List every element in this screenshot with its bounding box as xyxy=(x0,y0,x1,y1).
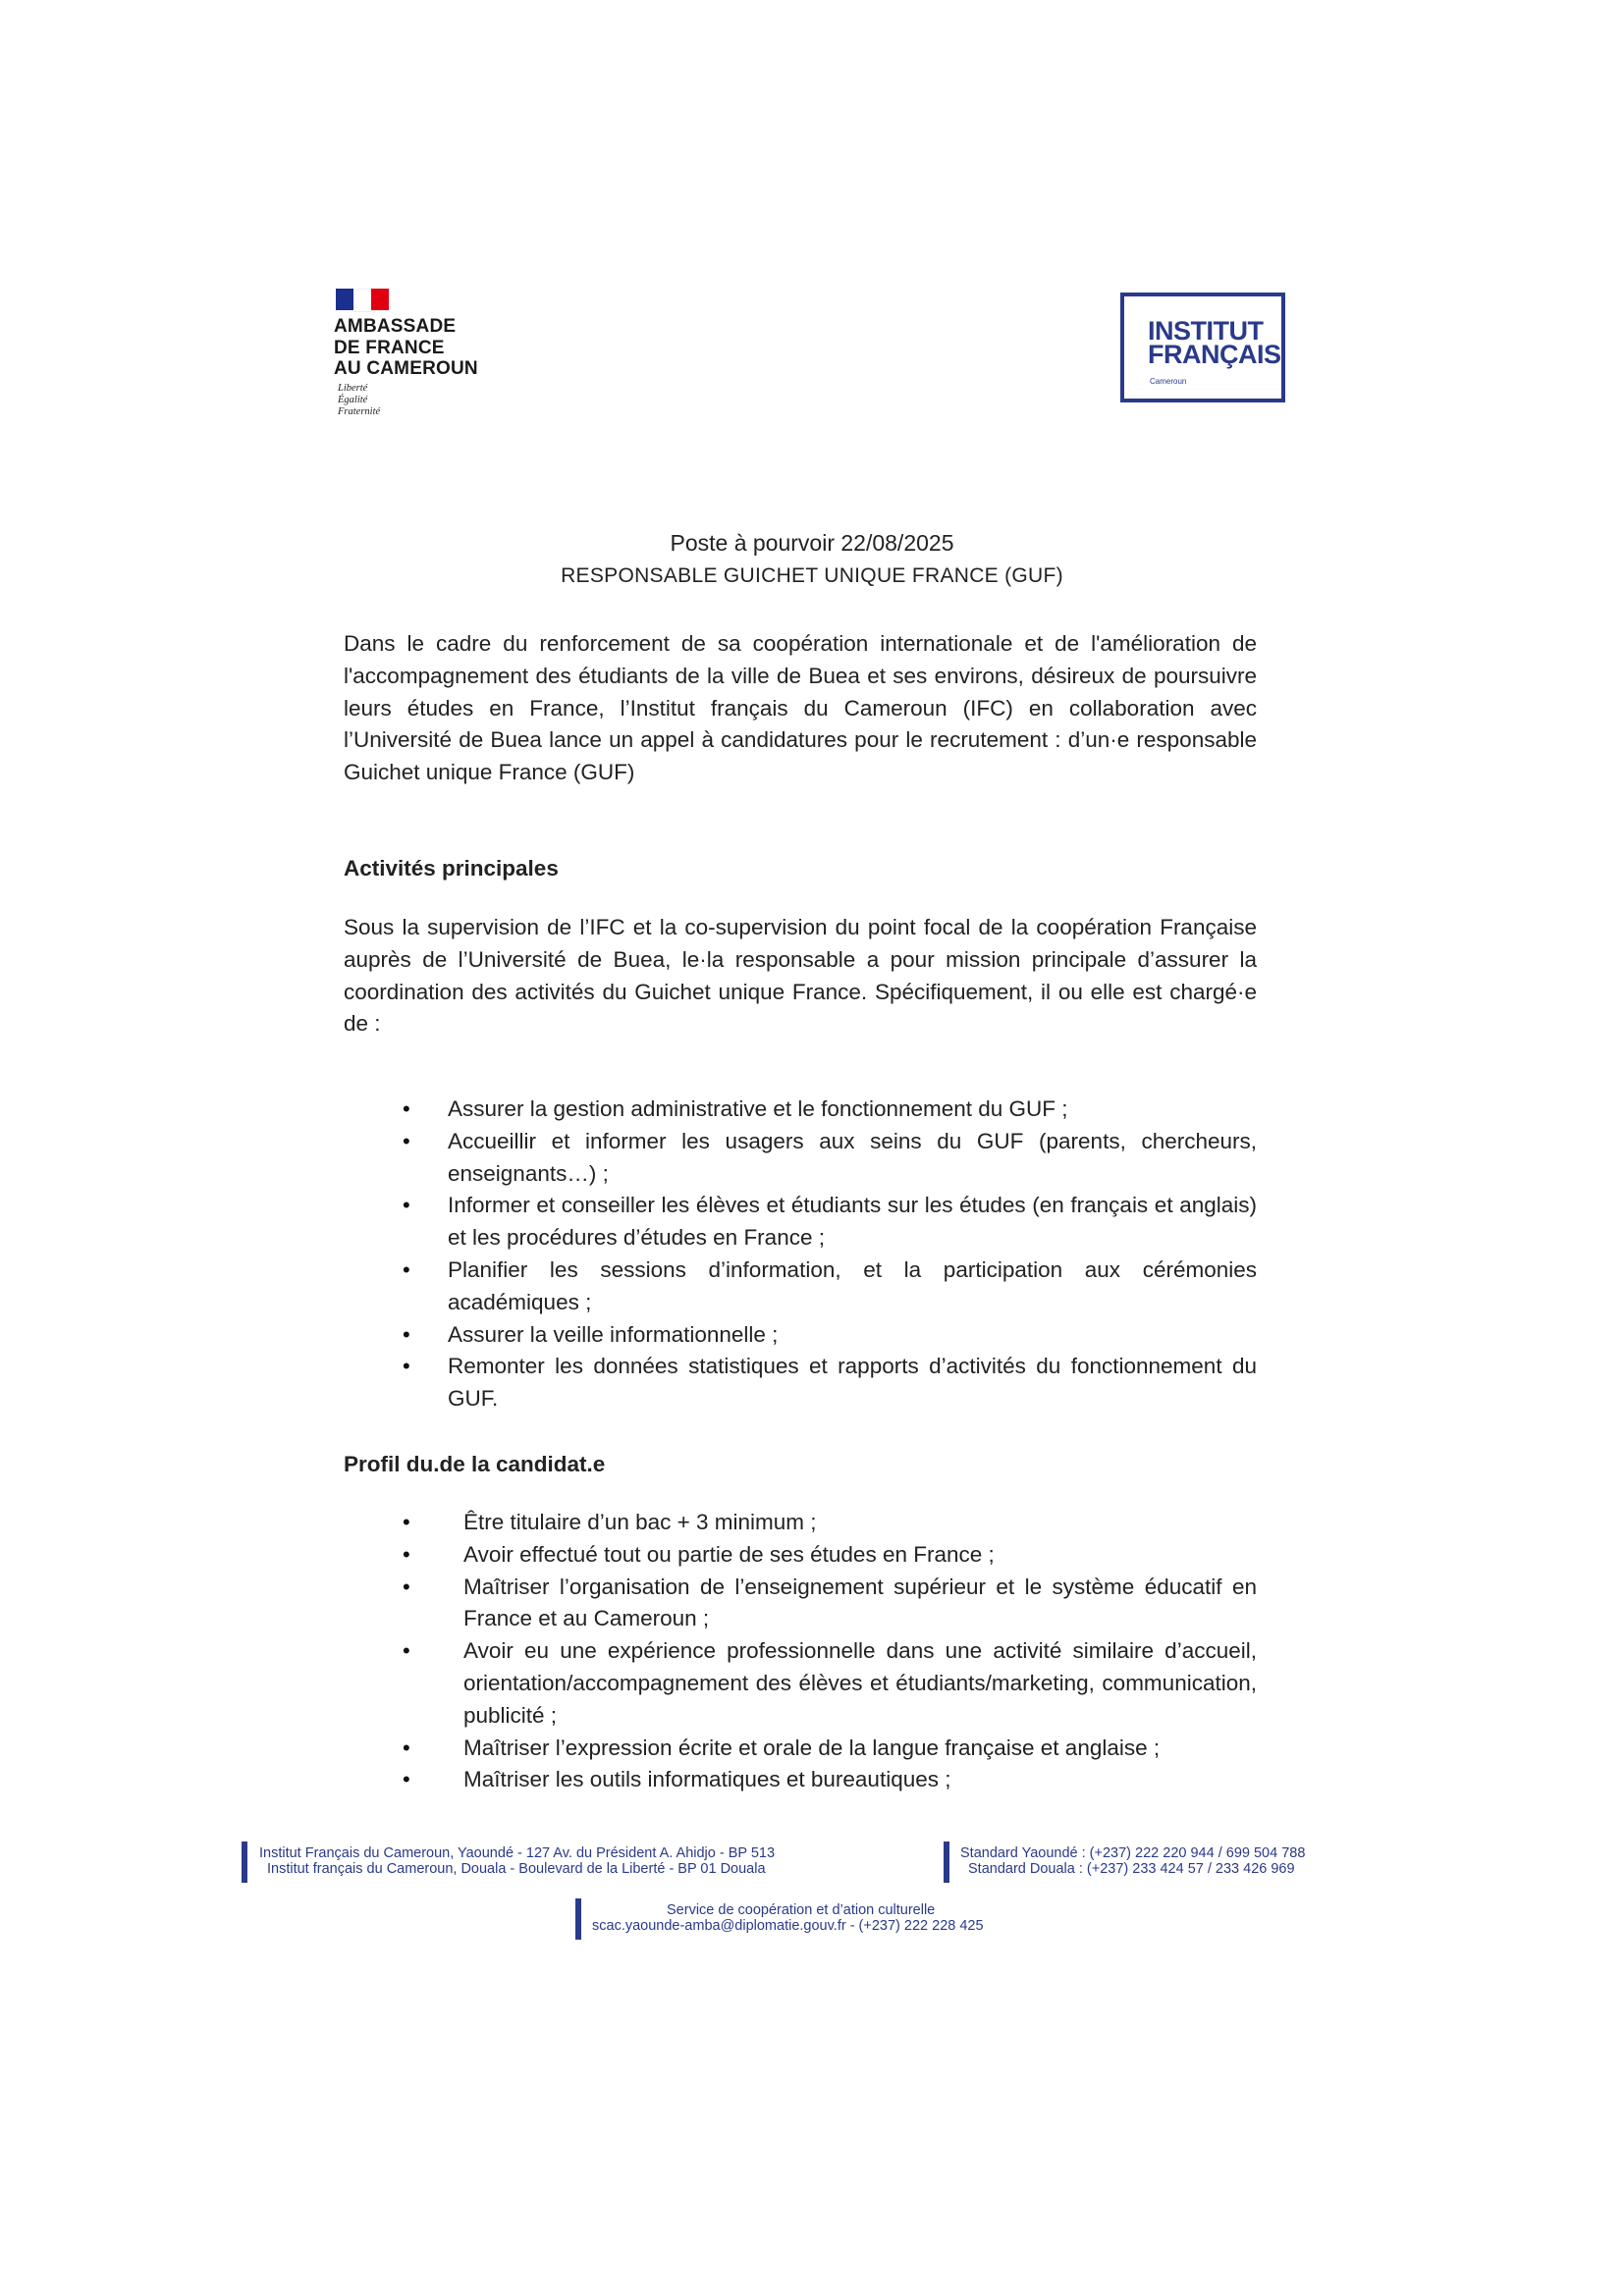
bullet-icon: • xyxy=(403,1321,410,1347)
logo-line-2: FRANÇAIS xyxy=(1148,340,1281,369)
list-item: • Avoir eu une expérience professionnelle dans une activité similaire d’accueil, orientation/accompagnement des élèves et étudiants/marketing, communication, publicité ; xyxy=(403,1635,1257,1732)
bullet-icon: • xyxy=(403,1510,410,1534)
bullet-icon: • xyxy=(403,1096,410,1121)
list-item: • Maîtriser les outils informatiques et bureautiques ; xyxy=(403,1764,1257,1796)
page-title: Poste à pourvoir 22/08/2025 xyxy=(670,530,954,556)
bullet-icon: • xyxy=(403,1735,410,1760)
bullet-icon: • xyxy=(403,1574,410,1599)
activities-intro: Sous la supervision de l’IFC et la co-supervision du point focal de la coopération Française auprès de l’Université de Buea, le·la responsable a pour mission principale d’assurer la coordination des activités du Guichet unique France. Spécifiquement, il ou elle est chargé·e de : xyxy=(344,915,1257,1037)
list-item: • Être titulaire d’un bac + 3 minimum ; xyxy=(403,1507,1257,1539)
list-item: • Remonter les données statistiques et rapports d’activités du fonctionnement du GUF. xyxy=(403,1351,1257,1415)
bullet-icon: • xyxy=(403,1193,410,1218)
bullet-icon: • xyxy=(403,1256,410,1282)
footer-address-douala: Institut français du Cameroun, Douala - Boulevard de la Liberté - BP 01 Douala xyxy=(267,1861,766,1877)
intro-paragraph: Dans le cadre du renforcement de sa coopération internationale et de l'amélioration de l'accompagnement des étudiants de la ville de Buea et ses environs, désireux de poursuivre leurs études en France, l’Institut français du Cameroun (IFC) en collaboration avec l’Université de Buea lance un appel à candidatures pour le recrutement : d’un·e responsable Guichet unique France (GUF) xyxy=(344,631,1257,785)
list-item: • Avoir effectué tout ou partie de ses études en France ; xyxy=(403,1539,1257,1572)
bullet-icon: • xyxy=(403,1354,410,1379)
bullet-icon: • xyxy=(403,1638,410,1664)
footer-phone-yaounde: Standard Yaoundé : (+237) 222 220 944 / 699 504 788 xyxy=(960,1845,1306,1861)
list-item: • Planifier les sessions d’information, et la participation aux cérémonies académiques ; xyxy=(403,1255,1257,1319)
footer-divider xyxy=(242,1842,247,1883)
activities-heading: Activités principales xyxy=(344,856,559,881)
logo-line-1: INSTITUT xyxy=(1148,316,1264,346)
bullet-icon: • xyxy=(403,1128,410,1153)
profile-heading: Profil du.de la candidat.e xyxy=(344,1452,606,1476)
embassy-motto: Liberté Égalité Fraternité xyxy=(338,383,381,417)
list-item: • Accueillir et informer les usagers aux seins du GUF (parents, chercheurs, enseignants…) ; xyxy=(403,1126,1257,1191)
footer-divider xyxy=(944,1842,949,1883)
list-item: • Informer et conseiller les élèves et étudiants sur les études (en français et anglais) et les procédures d’études en France ; xyxy=(403,1190,1257,1255)
logo-line-3: Cameroun xyxy=(1150,377,1187,386)
page-subtitle: RESPONSABLE GUICHET UNIQUE FRANCE (GUF) xyxy=(561,564,1063,587)
institut-francais-logo xyxy=(1120,293,1285,402)
footer-divider xyxy=(575,1898,581,1940)
bullet-icon: • xyxy=(403,1767,410,1792)
french-flag-icon xyxy=(336,289,389,310)
activities-list xyxy=(403,1094,1257,1415)
list-item: • Assurer la veille informationnelle ; xyxy=(403,1319,1257,1352)
footer-address-yaounde: Institut Français du Cameroun, Yaoundé - 127 Av. du Président A. Ahidjo - BP 513 xyxy=(259,1845,776,1861)
footer-scac-contact: scac.yaounde-amba@diplomatie.gouv.fr - (+237) 222 228 425 xyxy=(592,1918,984,1934)
embassy-name: AMBASSADE DE FRANCE AU CAMEROUN xyxy=(334,316,478,379)
bullet-icon: • xyxy=(403,1541,410,1567)
footer-phone-douala: Standard Douala : (+237) 233 424 57 / 233 426 969 xyxy=(968,1861,1295,1877)
list-item: • Assurer la gestion administrative et le fonctionnement du GUF ; xyxy=(403,1094,1257,1126)
list-item: • Maîtriser l’expression écrite et orale de la langue française et anglaise ; xyxy=(403,1733,1257,1765)
profile-list xyxy=(403,1507,1257,1796)
list-item: • Maîtriser l’organisation de l’enseignement supérieur et le système éducatif en France et au Cameroun ; xyxy=(403,1572,1257,1636)
footer-scac-title: Service de coopération et d’ation culturelle xyxy=(667,1902,936,1918)
embassy-logo xyxy=(334,287,569,429)
